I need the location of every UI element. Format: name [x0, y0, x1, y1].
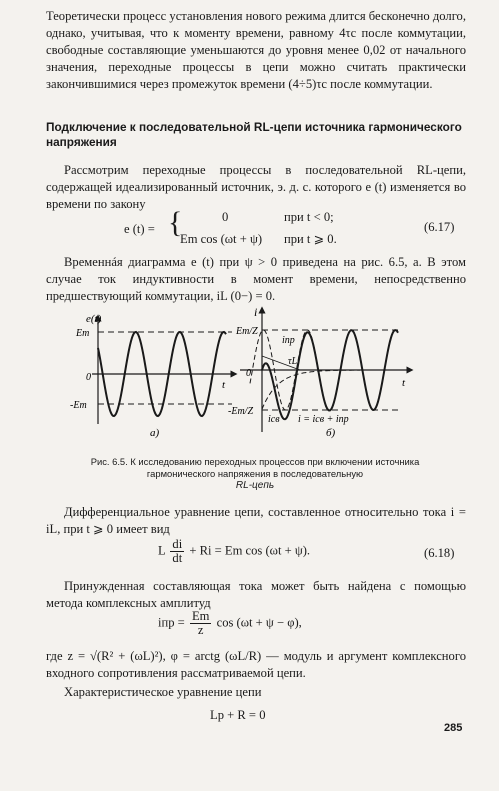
- equation-617-lhs: e (t) =: [124, 222, 155, 236]
- figure-caption-line-2: RL-цепь: [235, 480, 275, 491]
- panel-a-x-label: t: [222, 379, 226, 391]
- equation-forced-numerator: Em: [191, 609, 210, 623]
- equation-618-numerator: di: [172, 537, 183, 551]
- equation-forced-rest: cos (ωt + ψ − φ),: [216, 615, 302, 630]
- equation-617-brace: {: [168, 206, 183, 239]
- equation-forced-denominator: z: [197, 623, 204, 637]
- paragraph-rl-circuit: Рассмотрим переходные процессы в последовательной RL-цепи, содержащей идеализированный источник, э. д. с. которого e (t) изменяется во времени по закону: [46, 163, 466, 211]
- section-heading: Подключение к последовательной RL-цепи источника гармонического напряжения: [46, 120, 462, 149]
- paragraph-transient-duration: Теоретически процесс установления нового режима длится бесконечно долго, однако, учитывая, что к моменту времени, равному 4τc после коммутации, свободные составляющие уменьшаются до уровня менее 0,02 от начального значения, переходные процессы в цепи можно считать практически закончившимися через промежуток времени (4÷5)τc после коммутации.: [46, 9, 466, 91]
- equation-forced-fraction: [190, 610, 212, 637]
- panel-b-forced-current-label: iпр: [282, 335, 295, 346]
- panel-a-em-label: Em: [76, 328, 90, 339]
- page-number: 285: [444, 722, 463, 734]
- panel-b-free-current-label: iсв: [268, 414, 280, 425]
- panel-b-sublabel: б): [326, 427, 336, 439]
- equation-617-row2-value: Em cos (ωt + ψ): [180, 232, 263, 246]
- paragraph-characteristic: Характеристическое уравнение цепи: [64, 685, 262, 699]
- figure-panel-a: [70, 313, 234, 439]
- paragraph-time-diagram: Временнáя диаграмма e (t) при ψ > 0 приведена на рис. 6.5, а. В этом случае ток индуктивности в момент времени, непосредственно предшествующий коммутации, iL (0−) = 0.: [46, 255, 466, 303]
- equation-characteristic: Lp + R = 0: [210, 708, 266, 722]
- equation-618-denominator: dt: [172, 551, 183, 565]
- panel-a-neg-em-label: -Em: [70, 400, 87, 411]
- panel-b-zero-label: 0: [246, 368, 251, 379]
- paragraph-impedance: где z = √(R² + (ωL)²), φ = arctg (ωL/R) — модуль и аргумент комплексного входного сопротивления рассматриваемой цепи.: [46, 649, 466, 680]
- equation-617-number: (6.17): [424, 220, 455, 234]
- panel-a-sublabel: а): [150, 427, 160, 439]
- panel-b-y-title: i: [254, 306, 258, 319]
- figure-caption: [78, 456, 432, 492]
- panel-b-x-label: t: [402, 377, 406, 389]
- equation-618-number: (6.18): [424, 546, 455, 560]
- panel-a-y-title: e(t): [86, 313, 102, 325]
- equation-617-row1-value: 0: [222, 210, 229, 224]
- paragraph-differential-equation: Дифференциальное уравнение цепи, составленное относительно тока i = iL, при t ⩾ 0 имеет вид: [46, 505, 466, 536]
- equation-618-L: L: [158, 543, 166, 558]
- equation-617-row1-condition: при t < 0;: [284, 210, 334, 224]
- panel-a-zero-label: 0: [86, 372, 91, 383]
- equation-forced-current: [158, 610, 302, 637]
- panel-b-tau-label: τL: [288, 356, 298, 367]
- equation-618-rest: + Ri = Em cos (ωt + ψ).: [189, 543, 311, 558]
- panel-b-sum-label: i = iсв + iпр: [298, 414, 349, 425]
- panel-b-neg-em-z-label: -Em/Z: [228, 406, 253, 417]
- equation-617-row2-condition: при t ⩾ 0.: [284, 232, 337, 246]
- paragraph-forced-component: Принужденная составляющая тока может быть найдена с помощью метода комплексных амплитуд: [46, 579, 466, 610]
- figure-panel-b: [228, 306, 410, 439]
- figure-caption-line-1: Рис. 6.5. К исследованию переходных процессов при включении источника гармонического напряжения в последовательную: [90, 456, 420, 479]
- panel-b-free-current-curve: [262, 370, 360, 409]
- equation-forced-lhs: iпр =: [158, 615, 185, 630]
- panel-b-em-z-label: Em/Z: [236, 326, 258, 337]
- equation-618: [158, 538, 310, 565]
- equation-618-derivative: [170, 538, 184, 565]
